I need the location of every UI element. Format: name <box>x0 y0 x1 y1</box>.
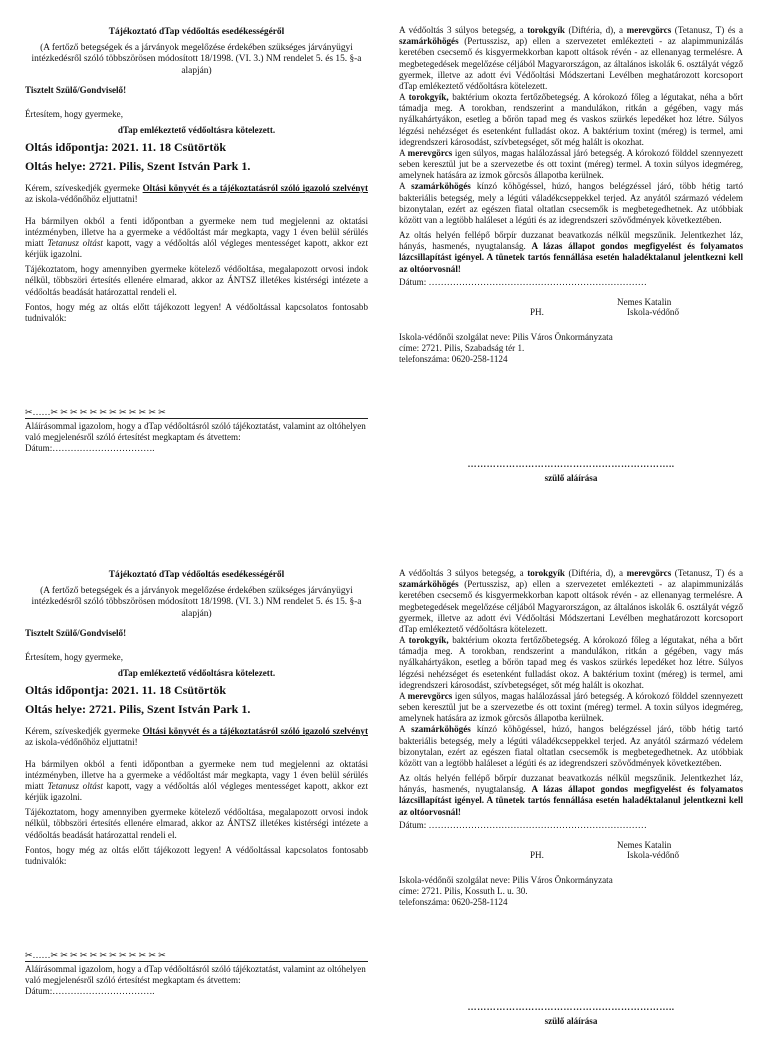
obligation-text: dTap emlékeztető védőoltásra kötelezett. <box>117 667 276 678</box>
request-pre: Kérem, szíveskedjék gyermeke <box>25 183 143 194</box>
nurse-block <box>399 840 743 864</box>
intro-paragraph <box>399 568 743 635</box>
nurse-name: Nemes Katalin <box>617 839 672 850</box>
side-warning: A lázas állapot gondos megfigyelést és folyamatos lázcsillapítást igényel. A tünetek tartós fennállása esetén haladéktalanul jelentkezni kell az oltóorvosnál! <box>399 784 743 817</box>
tet-text-a: A <box>399 147 408 158</box>
diphtheria-term: torokgyík <box>527 25 565 35</box>
date-line: Dátum: ……………………………………………………………… <box>399 819 647 830</box>
dip-term: torokgyík, <box>408 635 449 646</box>
intro-paragraph <box>399 25 743 92</box>
request-bold: Oltási könyvét és a tájékoztatásról szóló igazoló szelvényt <box>142 183 368 194</box>
service-address: címe: 2721. Pilis, Szabadság tér 1. <box>399 343 525 354</box>
tetanus-term: merevgörcs <box>626 25 672 35</box>
greeting: Tisztelt Szülő/Gondviselő! <box>25 628 127 639</box>
dip-text-a: A <box>399 92 409 103</box>
inform-paragraph: Tájékoztatom, hogy amennyiben gyermeke kötelező védőoltása, megalapozott orvosi indok nélkül, többszöri értesítés ellenére elmarad, akkor az ÁNTSZ illetékes kistérségi intézete a védőoltás beadását határozattal rendeli el. <box>25 807 368 840</box>
cut-off-section <box>25 407 368 455</box>
pertussis-paragraph <box>399 181 743 226</box>
side-text-a: Az oltás helyén fellépő bőrpír duzzanat beavatkozás nélkül megszűnik. Jelentkezhet láz, hányás, hasmenés, nyugtalanság. <box>399 230 743 252</box>
request-pre: Kérem, szíveskedjék gyermeke <box>25 726 143 737</box>
left-column <box>25 27 368 324</box>
absence-paragraph <box>25 759 368 804</box>
pertussis-term: szamárköhögés <box>399 579 459 590</box>
signature-label: szülő aláírása <box>544 473 598 484</box>
scissors-cut-line: ✂……✂ ✂ ✂ ✂ ✂ ✂ ✂ ✂ ✂ ✂ ✂ ✂ <box>25 407 368 419</box>
request-bold: Oltási könyvét és a tájékoztatásról szóló igazoló szelvényt <box>142 726 368 737</box>
intro-text-c: (Diftéria, d), a <box>564 568 627 578</box>
per-term: szamárköhögés <box>411 724 471 735</box>
tetanus-paragraph <box>399 148 743 182</box>
intro-text-e: (Tetanusz, T) és a <box>671 25 743 35</box>
absence-text-2: kapott, vagy a védőoltás alól végleges mentességet kapott, akkor ezt kérjük igazolni. <box>25 780 368 803</box>
intro-text-c: (Diftéria, d), a <box>564 25 627 35</box>
signature-line: ……………………………………………………….. <box>467 1002 675 1012</box>
nurse-role: Iskola-védőnő <box>627 849 680 860</box>
notice-copy-top <box>0 0 768 512</box>
dip-text-a: A <box>399 635 409 646</box>
important-paragraph: Fontos, hogy még az oltás előtt tájékozott legyen! A védőoltással kapcsolatos fontosabb tudnivalók: <box>25 301 368 323</box>
greeting: Tisztelt Szülő/Gondviselő! <box>25 85 127 96</box>
nurse-role: Iskola-védőnő <box>627 306 680 317</box>
tet-term: merevgörcs <box>407 147 453 158</box>
scissors-cut-line: ✂……✂ ✂ ✂ ✂ ✂ ✂ ✂ ✂ ✂ ✂ ✂ ✂ <box>25 950 368 962</box>
request-paragraph <box>25 183 368 205</box>
service-address: címe: 2721. Pilis, Kossuth L. u. 30. <box>399 886 528 897</box>
cut-off-section <box>25 950 368 998</box>
signature-block <box>399 459 743 484</box>
tet-text-c: igen súlyos, magas halálozással járó betegség. A kórokozó földdel szennyezett seben keresztül jut be a szervezetbe és ott toxint (méreg) termel. A toxin súlyos idegméreg, amelynek hatására az izmok görcsös állapotba kerülnek. <box>399 147 743 181</box>
tetanus-term: merevgörcs <box>626 568 672 578</box>
intro-text-a: A védőoltás 3 súlyos betegség, a <box>399 568 528 578</box>
request-paragraph <box>25 726 368 748</box>
document-title: Tájékoztató dTap védőoltás esedékességéről <box>108 570 285 580</box>
signature-line: ……………………………………………………….. <box>467 459 675 469</box>
legal-basis: (A fertőző betegségek és a járványok megelőzése érdekében szükséges járványügyi intézkedésről szóló többszörösen módosított 18/1998. (VI. 3.) NM rendelet 5. és 15. §-a alapján) <box>31 42 362 76</box>
important-paragraph: Fontos, hogy még az oltás előtt tájékozott legyen! A védőoltással kapcsolatos fontosabb tudnivalók: <box>25 844 368 866</box>
service-phone: telefonszáma: 0620-258-1124 <box>399 897 508 908</box>
service-name: Iskola-védőnői szolgálat neve: Pilis Város Önkormányzata <box>399 331 613 342</box>
left-column <box>25 570 368 867</box>
request-post: az iskola-védőnőhöz eljuttatni! <box>25 737 138 748</box>
right-column <box>399 25 743 365</box>
absence-italic: Tetanusz oltást <box>47 237 103 248</box>
date-line: Dátum: ……………………………………………………………… <box>399 276 647 287</box>
tetanus-paragraph <box>399 691 743 725</box>
intro-text-e: (Tetanusz, T) és a <box>671 568 743 578</box>
notice-text: Értesítem, hogy gyermeke, <box>25 652 123 663</box>
intro-text-g: (Pertusszisz, ap) ellen a szervezetet emlékezteti - az alapimmunizálás keretében csecsemő és kisgyermekkorban kapott oltások révén - az ellenanyag termelésre. A megbetegedések megelőzése céljából Magyarországon, az általános iskolák 6. osztályát végző gyermek, illetve az adott évi Védőoltási Módszertani Levélben meghatározott korcsoport dTap emlékeztető védőoltásra kötelezett. <box>399 36 743 91</box>
tet-text-c: igen súlyos, magas halálozással járó betegség. A kórokozó földdel szennyezett seben keresztül jut be a szervezetbe és ott toxint (méreg) termel. A toxin súlyos idegméreg, amelynek hatására az izmok görcsös állapotba kerülnek. <box>399 690 743 724</box>
inform-paragraph: Tájékoztatom, hogy amennyiben gyermeke kötelező védőoltása, megalapozott orvosi indok nélkül, többszöri értesítés ellenére elmarad, akkor az ÁNTSZ illetékes kistérségi intézete a védőoltás beadását határozattal rendeli el. <box>25 264 368 297</box>
per-term: szamárköhögés <box>411 181 471 192</box>
request-post: az iskola-védőnőhöz eljuttatni! <box>25 194 138 205</box>
document-title: Tájékoztató dTap védőoltás esedékességéről <box>108 27 285 37</box>
signature-label: szülő aláírása <box>544 1016 598 1027</box>
absence-text-1: Ha bármilyen okból a fenti időpontban a gyermeke nem tud megjelenni az oktatási intézményben, illetve ha a gyermeke a védőoltást már megkapta, vagy 1 éven belül sérülés miatt <box>25 215 368 248</box>
per-text-a: A <box>399 724 412 735</box>
side-effects-paragraph <box>399 773 743 818</box>
stamp-label: PH. <box>530 306 544 317</box>
diphtheria-term: torokgyík <box>527 568 565 578</box>
per-text-c: kínzó köhögéssel, húzó, hangos belégzéssel járó, több hétig tartó bakteriális betegség, mely a légúti váladékcseppekkel terjed. Az anyától származó védelem bizonytalan, ezért az egészen fiatal oltatlan csecsemők is megbetegedhetnek. Az utóbbiak között van a legtöbb haláleset a légúti és az idegrendszeri szövődmények következtében. <box>399 724 743 768</box>
notice-copy-bottom <box>0 543 768 1055</box>
notice-text: Értesítem, hogy gyermeke, <box>25 109 123 120</box>
per-text-a: A <box>399 181 412 192</box>
absence-text-1: Ha bármilyen okból a fenti időpontban a gyermeke nem tud megjelenni az oktatási intézményben, illetve ha a gyermeke a védőoltást már megkapta, vagy 1 éven belül sérülés miatt <box>25 758 368 791</box>
dip-term: torokgyík, <box>408 92 449 103</box>
absence-text-2: kapott, vagy a védőoltás alól végleges mentességet kapott, akkor ezt kérjük igazolni. <box>25 237 368 260</box>
vaccination-place: Oltás helye: 2721. Pilis, Szent István Park 1. <box>25 701 251 716</box>
nurse-block <box>399 297 743 321</box>
side-effects-paragraph <box>399 230 743 275</box>
tet-text-a: A <box>399 690 408 701</box>
right-column <box>399 568 743 908</box>
diphtheria-paragraph <box>399 92 743 148</box>
pertussis-term: szamárköhögés <box>399 36 459 47</box>
confirmation-date: Dátum:……………………………. <box>25 986 155 997</box>
diphtheria-paragraph <box>399 635 743 691</box>
vaccination-place: Oltás helye: 2721. Pilis, Szent István Park 1. <box>25 158 251 173</box>
vaccination-date: Oltás időpontja: 2021. 11. 18 Csütörtök <box>25 682 227 697</box>
confirmation-date: Dátum:……………………………. <box>25 443 155 454</box>
per-text-c: kínzó köhögéssel, húzó, hangos belégzéssel járó, több hétig tartó bakteriális betegség, mely a légúti váladékcseppekkel terjed. Az anyától származó védelem bizonytalan, ezért az egészen fiatal oltatlan csecsemők is megbetegedhetnek. Az utóbbiak között van a legtöbb haláleset a légúti és az idegrendszeri szövődmények következtében. <box>399 181 743 225</box>
absence-italic: Tetanusz oltást <box>47 780 103 791</box>
legal-basis: (A fertőző betegségek és a járványok megelőzése érdekében szükséges járványügyi intézkedésről szóló többszörösen módosított 18/1998. (VI. 3.) NM rendelet 5. és 15. §-a alapján) <box>31 585 362 619</box>
dip-text-c: baktérium okozta fertőzőbetegség. A kórokozó főleg a légutakat, néha a bőrt támadja meg. A torokban, rendszerint a mandulákon, ritkán a gégében, vagy más nyálkahártyákon, esetleg a bőrön tapad meg és vaskos szürkés lepedéket hoz létre. Súlyos légzési nehézséget és esetenként fulladást okoz. A baktérium toxint (méreg) is termel, ami idegrendszeri károsodást, szívbetegséget, sőt még halált is okozhat. <box>399 635 743 690</box>
obligation-text: dTap emlékeztető védőoltásra kötelezett. <box>117 124 276 135</box>
dip-text-c: baktérium okozta fertőzőbetegség. A kórokozó főleg a légutakat, néha a bőrt támadja meg. A torokban, rendszerint a mandulákon, ritkán a gégében, vagy más nyálkahártyákon, esetleg a bőrön tapad meg és vaskos szürkés lepedéket hoz létre. Súlyos légzési nehézséget és esetenként fulladást okoz. A baktérium toxint (méreg) is termel, ami idegrendszeri károsodást, szívbetegséget, sőt még halált is okozhat. <box>399 92 743 147</box>
stamp-label: PH. <box>530 849 544 860</box>
service-name: Iskola-védőnői szolgálat neve: Pilis Város Önkormányzata <box>399 874 613 885</box>
pertussis-paragraph <box>399 724 743 769</box>
absence-paragraph <box>25 216 368 261</box>
intro-text-a: A védőoltás 3 súlyos betegség, a <box>399 25 528 35</box>
service-phone: telefonszáma: 0620-258-1124 <box>399 354 508 365</box>
intro-text-g: (Pertusszisz, ap) ellen a szervezetet emlékezteti - az alapimmunizálás keretében csecsemő és kisgyermekkorban kapott oltások révén - az ellenanyag termelésre. A megbetegedések megelőzése céljából Magyarországon, az általános iskolák 6. osztályát végző gyermek, illetve az adott évi Védőoltási Módszertani Levélben meghatározott korcsoport dTap emlékeztető védőoltásra kötelezett. <box>399 579 743 634</box>
confirmation-text: Aláírásommal igazolom, hogy a dTap védőoltásról szóló tájékoztatást, valamint az oltóhelyen való megjelenésről szóló értesítést megkaptam és átvettem: <box>25 964 366 986</box>
nurse-name: Nemes Katalin <box>617 296 672 307</box>
tet-term: merevgörcs <box>407 690 453 701</box>
side-warning: A lázas állapot gondos megfigyelést és folyamatos lázcsillapítást igényel. A tünetek tartós fennállása esetén haladéktalanul jelentkezni kell az oltóorvosnál! <box>399 241 743 274</box>
vaccination-date: Oltás időpontja: 2021. 11. 18 Csütörtök <box>25 139 227 154</box>
confirmation-text: Aláírásommal igazolom, hogy a dTap védőoltásról szóló tájékoztatást, valamint az oltóhelyen való megjelenésről szóló értesítést megkaptam és átvettem: <box>25 421 366 443</box>
side-text-a: Az oltás helyén fellépő bőrpír duzzanat beavatkozás nélkül megszűnik. Jelentkezhet láz, hányás, hasmenés, nyugtalanság. <box>399 773 743 795</box>
